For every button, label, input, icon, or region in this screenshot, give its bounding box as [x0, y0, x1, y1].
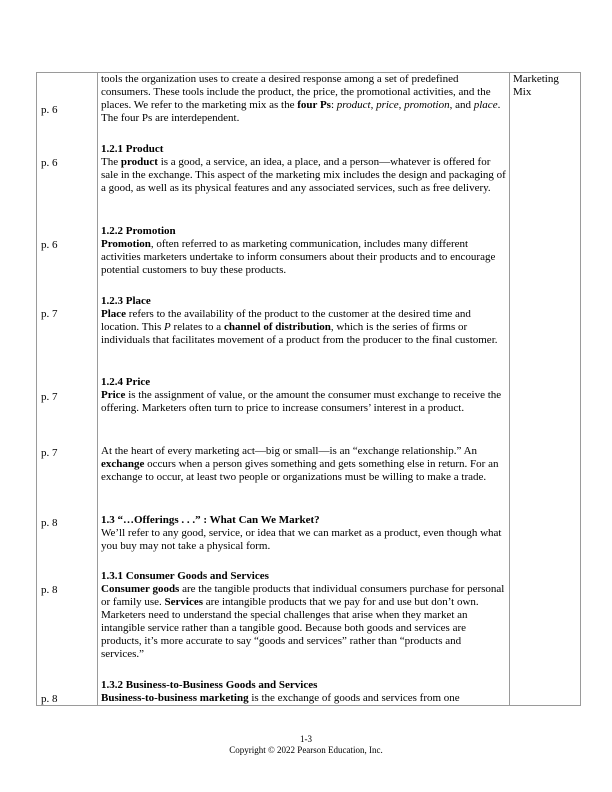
section-heading: 1.2.4 Price [101, 376, 151, 388]
section-b2b: 1.3.2 Business-to-Business Goods and Services Business-to-business marketing is the exchange of goods and services from one [101, 679, 506, 705]
section-offerings: 1.3 “…Offerings . . .” : What Can We Market? We’ll refer to any good, service, or idea that we can market as a product, even though what you buy may not take a physical form. [101, 514, 506, 553]
page-ref: p. 6 [41, 157, 58, 169]
section-promotion: 1.2.2 Promotion Promotion, often referred to as marketing communication, includes many different activities marketers undertake to inform consumers about their products and to encourage potential customers to buy these products. [101, 225, 506, 277]
section-heading: 1.2.3 Place [101, 295, 151, 307]
page-ref: p. 8 [41, 517, 58, 529]
section-product: 1.2.1 Product The product is a good, a service, an idea, a place, and a person—whatever is offered for sale in the exchange. This aspect of the marketing mix includes the design and packaging of a good, as well as its physical features and any associated services, such as free delivery. [101, 143, 506, 194]
page-reference-column [37, 73, 97, 705]
page-ref: p. 8 [41, 584, 58, 596]
outline-table [36, 72, 581, 706]
page-ref: p. 7 [41, 308, 58, 320]
key-term: Marketing Mix [513, 73, 559, 98]
section-heading: 1.3.1 Consumer Goods and Services [101, 570, 269, 582]
section-place: 1.2.3 Place Place refers to the availability of the product to the customer at the desired time and location. This P relates to a channel of distribution, which is the series of firms or individuals that facilitates movement of a product from the producer to the final customer. [101, 295, 506, 347]
column-divider [97, 73, 98, 705]
section-price: 1.2.4 Price Price is the assignment of value, or the amount the consumer must exchange to receive the offering. Marketers often turn to price to increase consumers’ interest in a product. [101, 376, 506, 415]
section-heading: 1.3 “…Offerings . . .” : What Can We Market? [101, 514, 320, 526]
section-heading: 1.2.2 Promotion [101, 225, 176, 237]
column-divider [509, 73, 510, 705]
copyright-notice: Copyright © 2022 Pearson Education, Inc. [229, 745, 383, 755]
page-ref: p. 8 [41, 693, 58, 705]
page-ref: p. 6 [41, 104, 58, 116]
page-ref: p. 7 [41, 391, 58, 403]
page-number: 1-3 [300, 734, 312, 744]
lecture-notes-column [101, 73, 506, 705]
section-heading: 1.3.2 Business-to-Business Goods and Services [101, 679, 318, 691]
page-ref: p. 6 [41, 239, 58, 251]
key-term-column [513, 73, 579, 99]
section-heading: 1.2.1 Product [101, 143, 164, 155]
page-ref: p. 7 [41, 447, 58, 459]
exchange-paragraph: At the heart of every marketing act—big or small—is an “exchange relationship.” An exchange occurs when a person gives something and gets something else in return. For an exchange to occur, at least two people or organizations must be willing to make a trade. [101, 445, 499, 483]
intro-paragraph: tools the organization uses to create a desired response among a set of predefined consumers. These tools include the product, the price, the promotional activities, and the places. We refer to the marketing mix as the four Ps: product, price, promotion, and place. The four Ps are interdependent. [101, 73, 501, 124]
section-consumer-goods: 1.3.1 Consumer Goods and Services Consumer goods are the tangible products that individual consumers purchase for personal or family use. Services are intangible products that we pay for and use but don’t own. Marketers need to understand the special challenges that arise when they market an intangible service rather than a tangible good. Because both goods and services are products, it’s more accurate to say “goods and services” rather than “products and services.” [101, 570, 505, 660]
